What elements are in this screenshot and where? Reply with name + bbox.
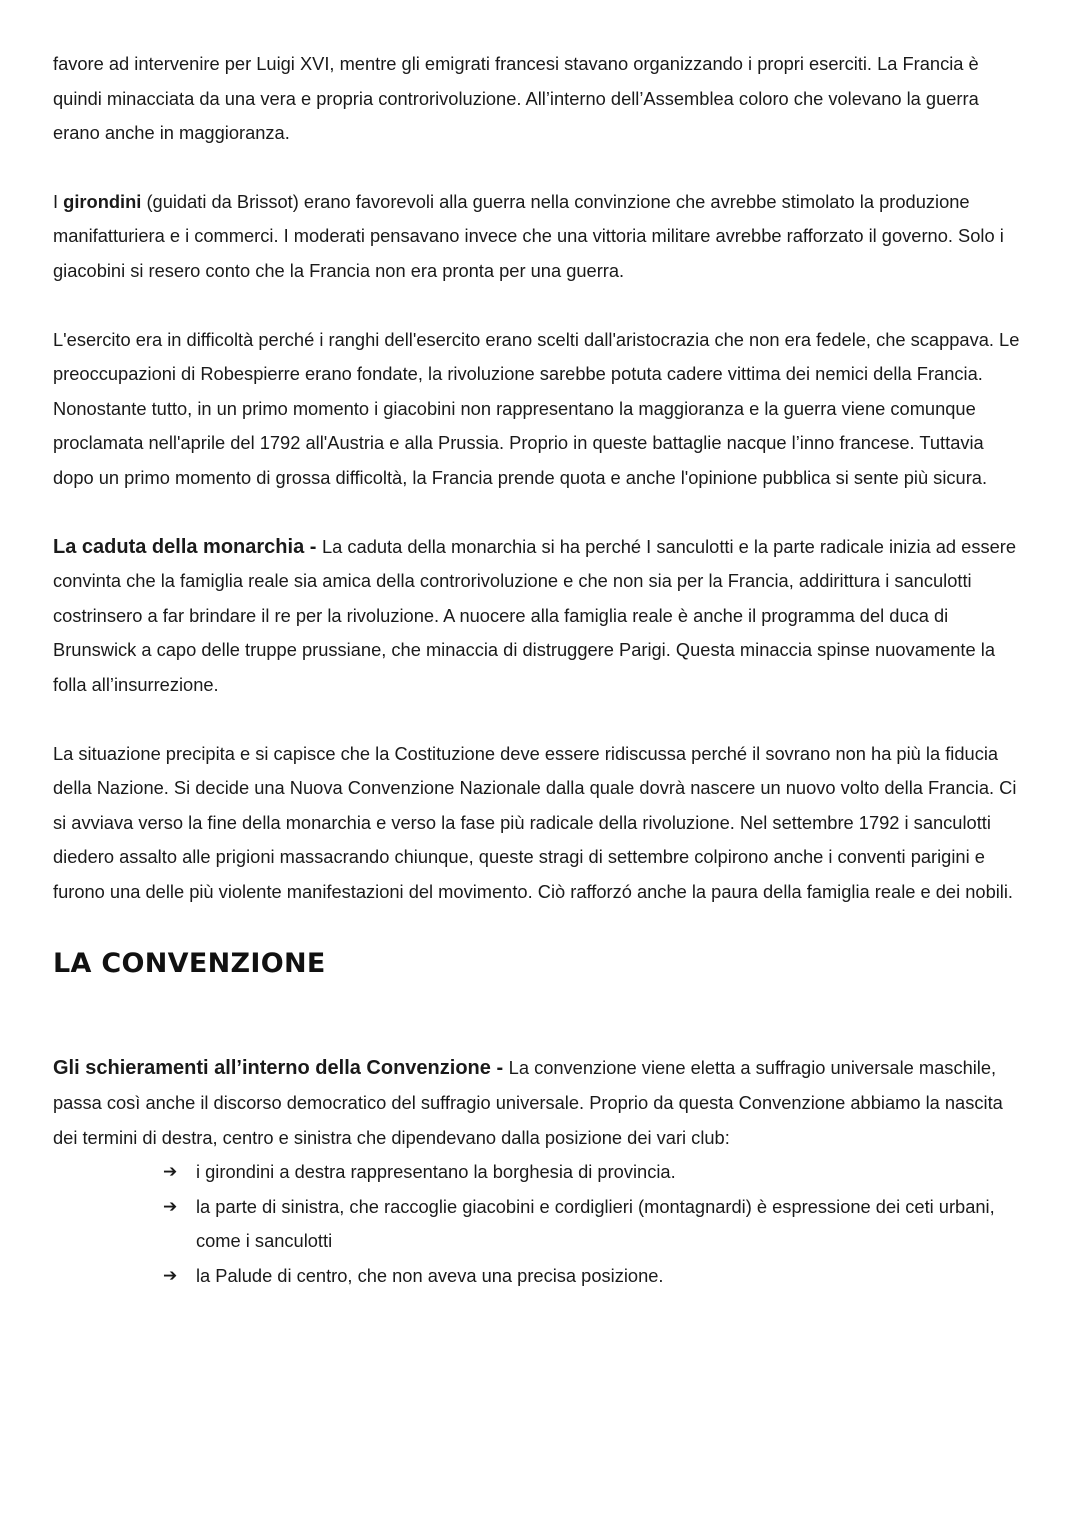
paragraph-text-pre: I	[53, 190, 64, 212]
paragraph-text: La convenzione viene eletta a suffragio universale maschile, passa così anche il discorso democratico del suffragio universale. Proprio da questa Convenzione abbiamo la nascita dei termini di destra, centro e sinistra che dipendevano dalla posizione dei vari club:	[53, 1057, 1003, 1148]
subheading-convention-factions: Gli schieramenti all’interno della Convenzione -	[53, 1057, 509, 1080]
list-item	[163, 1155, 1028, 1190]
paragraph-text: La caduta della monarchia si ha perché I sanculotti e la parte radicale inizia ad essere convinta che la famiglia reale sia amica della controrivoluzione e che non sia per la Francia, addirittura i sanculotti costrinsero a far brindare il re per la rivoluzione. A nuocere alla famiglia reale è anche il programma del duca di Brunswick a capo delle truppe prussiane, che minaccia di distruggere Parigi. Questa minaccia spinse nuovamente la folla all’insurrezione.	[53, 535, 1017, 695]
subheading-fall-of-monarchy: La caduta della monarchia -	[53, 535, 322, 558]
arrow-bullet-icon: ➔	[163, 1196, 178, 1217]
paragraph-text-post: (guidati da Brissot) erano favorevoli alla guerra nella convinzione che avrebbe stimolato la produzione manifatturiera e i commerci. I moderati pensavano invece che una vittoria militare avrebbe rafforzato il governo. Solo i giacobini si resero conto che la Francia non era pronta per una guerra.	[53, 190, 1004, 281]
paragraph-war-intervention	[53, 47, 1028, 151]
list-item-text: la parte di sinistra, che raccoglie giacobini e cordiglieri (montagnardi) è espressione dei ceti urbani, come i sanculotti	[196, 1195, 995, 1252]
list-item-text: i girondini a destra rappresentano la borghesia di provincia.	[196, 1161, 676, 1183]
list-item	[163, 1190, 1028, 1259]
document-page	[53, 47, 1028, 1294]
paragraph-fall-of-monarchy	[53, 530, 1028, 703]
paragraph-september-massacres	[53, 737, 1028, 910]
paragraph-convention-factions	[53, 1051, 1028, 1155]
arrow-bullet-icon: ➔	[163, 1266, 178, 1287]
paragraph-army	[53, 323, 1028, 496]
section-title: LA CONVENZIONE	[53, 948, 326, 980]
paragraph-text: L'esercito era in difficoltà perché i ranghi dell'esercito erano scelti dall'aristocrazia che non era fedele, che scappava. Le preoccupazioni di Robespierre erano fondate, la rivoluzione sarebbe potuta cadere vittima dei nemici della Francia. Nonostante tutto, in un primo momento i giacobini non rappresentano la maggioranza e la guerra viene comunque proclamata nell'aprile del 1792 all'Austria e alla Prussia. Proprio in queste battaglie nacque l’inno francese. Tuttavia dopo un primo momento di grossa difficoltà, la Francia prende quota e anche l'opinione pubblica si sente più sicura.	[53, 328, 1020, 488]
list-item-text: la Palude di centro, che non aveva una precisa posizione.	[196, 1265, 664, 1287]
keyword-girondini: girondini	[63, 190, 142, 212]
paragraph-girondini	[53, 185, 1028, 289]
factions-list	[53, 1155, 1028, 1293]
arrow-bullet-icon: ➔	[163, 1162, 178, 1183]
list-item	[163, 1259, 1028, 1294]
paragraph-text: favore ad intervenire per Luigi XVI, mentre gli emigrati francesi stavano organizzando i propri eserciti. La Francia è quindi minacciata da una vera e propria controrivoluzione. All’interno dell’Assemblea coloro che volevano la guerra erano anche in maggioranza.	[53, 53, 979, 144]
paragraph-text: La situazione precipita e si capisce che la Costituzione deve essere ridiscussa perché il sovrano non ha più la fiducia della Nazione. Si decide una Nuova Convenzione Nazionale dalla quale dovrà nascere un nuovo volto della Francia. Ci si avviava verso la fine della monarchia e verso la fase più radicale della rivoluzione. Nel settembre 1792 i sanculotti diedero assalto alle prigioni massacrando chiunque, queste stragi di settembre colpirono anche i conventi parigini e furono una delle più violente manifestazioni del movimento. Ciò rafforzó anche la paura della famiglia reale e dei nobili.	[53, 742, 1017, 902]
